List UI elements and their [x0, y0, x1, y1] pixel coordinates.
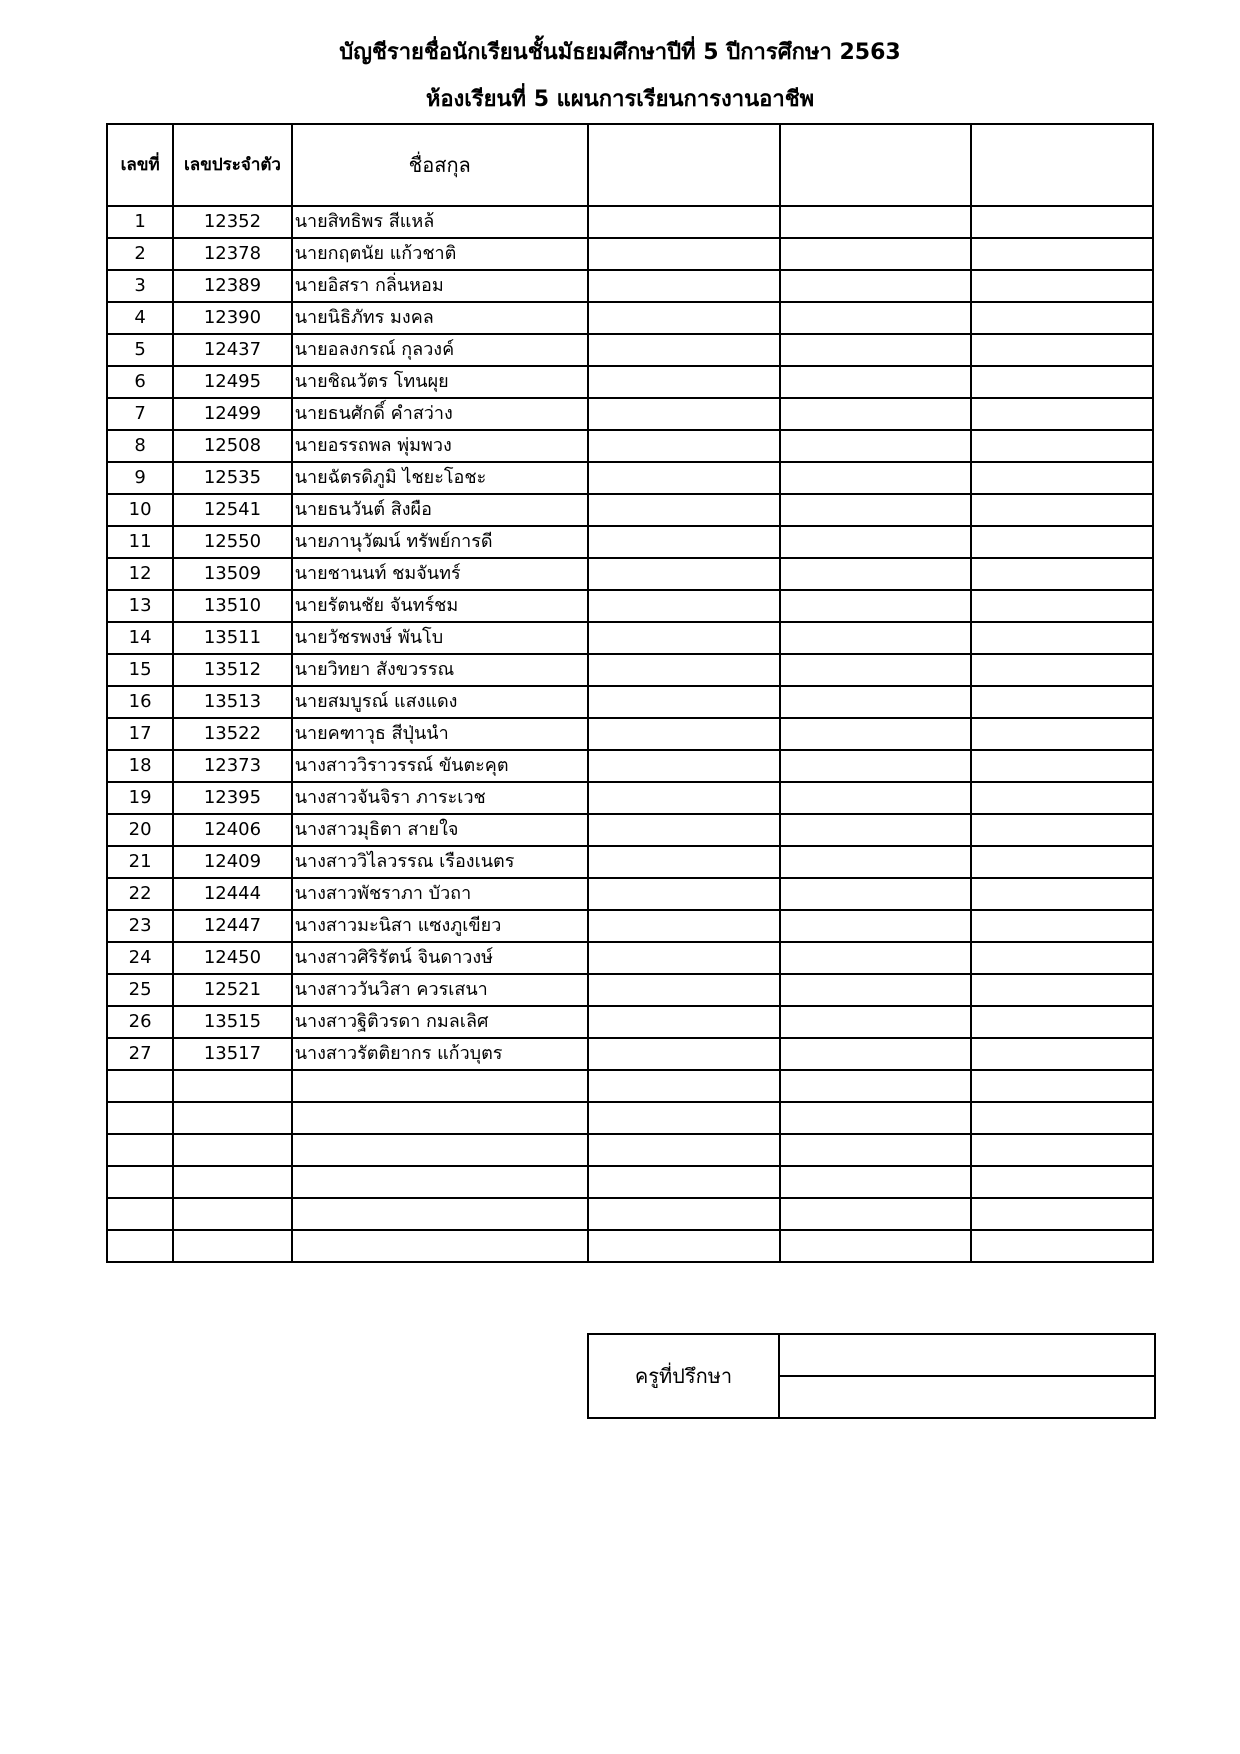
- student-id: 12535: [173, 462, 291, 494]
- student-id: 13510: [173, 590, 291, 622]
- student-id: [173, 1166, 291, 1198]
- student-id: 13512: [173, 654, 291, 686]
- advisor-label: ครูที่ปรึกษา: [588, 1334, 779, 1418]
- blank-cell: [588, 622, 780, 654]
- table-header-row: [107, 124, 1153, 206]
- student-name: นายอิสรา กลิ่นหอม: [292, 270, 588, 302]
- blank-cell: [588, 1102, 780, 1134]
- student-number: [107, 1102, 173, 1134]
- blank-cell: [588, 206, 780, 238]
- table-row: [107, 846, 1153, 878]
- student-number: 15: [107, 654, 173, 686]
- student-name: นายรัตนชัย จันทร์ชม: [292, 590, 588, 622]
- blank-cell: [780, 1070, 972, 1102]
- student-name: นายชานนท์ ชมจันทร์: [292, 558, 588, 590]
- header-number: เลขที่: [107, 124, 173, 206]
- blank-cell: [588, 814, 780, 846]
- table-row: [107, 366, 1153, 398]
- student-name: [292, 1102, 588, 1134]
- blank-cell: [588, 398, 780, 430]
- blank-cell: [780, 238, 972, 270]
- student-number: 2: [107, 238, 173, 270]
- student-number: [107, 1198, 173, 1230]
- blank-cell: [588, 526, 780, 558]
- student-number: 27: [107, 1038, 173, 1070]
- student-name: นายกฤตนัย แก้วชาติ: [292, 238, 588, 270]
- student-name: นายอลงกรณ์ กุลวงค์: [292, 334, 588, 366]
- student-name: นายฉัตรดิภูมิ ไชยะโอชะ: [292, 462, 588, 494]
- student-name: นายสมบูรณ์ แสงแดง: [292, 686, 588, 718]
- student-number: [107, 1230, 173, 1262]
- blank-cell: [780, 270, 972, 302]
- table-row: [107, 334, 1153, 366]
- student-number: 13: [107, 590, 173, 622]
- table-row: [107, 1102, 1153, 1134]
- table-row: [107, 910, 1153, 942]
- blank-cell: [780, 1038, 972, 1070]
- table-row: [107, 238, 1153, 270]
- student-number: 12: [107, 558, 173, 590]
- student-number: [107, 1166, 173, 1198]
- blank-cell: [971, 1070, 1153, 1102]
- student-name: นางสาววิไลวรรณ เรืองเนตร: [292, 846, 588, 878]
- blank-cell: [780, 814, 972, 846]
- student-id: 12447: [173, 910, 291, 942]
- blank-cell: [588, 846, 780, 878]
- table-row: [107, 494, 1153, 526]
- blank-cell: [971, 1134, 1153, 1166]
- student-id: [173, 1230, 291, 1262]
- student-name: นายสิทธิพร สีแหล้: [292, 206, 588, 238]
- blank-cell: [971, 1230, 1153, 1262]
- blank-cell: [780, 558, 972, 590]
- blank-cell: [971, 206, 1153, 238]
- student-id: 12406: [173, 814, 291, 846]
- student-number: 25: [107, 974, 173, 1006]
- student-id: [173, 1134, 291, 1166]
- student-id: 12550: [173, 526, 291, 558]
- blank-cell: [588, 334, 780, 366]
- blank-cell: [780, 974, 972, 1006]
- student-number: 17: [107, 718, 173, 750]
- blank-cell: [588, 878, 780, 910]
- student-id: 13517: [173, 1038, 291, 1070]
- blank-cell: [971, 782, 1153, 814]
- student-name: นางสาวมะนิสา แซงภูเขียว: [292, 910, 588, 942]
- table-row: [107, 590, 1153, 622]
- header-student-id: เลขประจำตัว: [173, 124, 291, 206]
- student-id: 12389: [173, 270, 291, 302]
- table-row: [107, 686, 1153, 718]
- student-number: 26: [107, 1006, 173, 1038]
- page-title: บัญชีรายชื่อนักเรียนชั้นมัธยมศึกษาปีที่ 5 ปีการศึกษา 2563: [339, 40, 901, 65]
- advisor-signature-box: [587, 1333, 1156, 1419]
- blank-cell: [588, 462, 780, 494]
- blank-cell: [780, 910, 972, 942]
- student-name: [292, 1198, 588, 1230]
- student-roster-table: [106, 123, 1154, 1263]
- blank-cell: [588, 558, 780, 590]
- blank-cell: [971, 462, 1153, 494]
- table-row: [107, 654, 1153, 686]
- table-row: [107, 782, 1153, 814]
- table-row: [107, 1198, 1153, 1230]
- blank-cell: [588, 942, 780, 974]
- blank-cell: [971, 686, 1153, 718]
- student-id: 12521: [173, 974, 291, 1006]
- blank-cell: [588, 1006, 780, 1038]
- table-row: [107, 942, 1153, 974]
- blank-cell: [588, 270, 780, 302]
- student-name: นายชิณวัตร โทนผุย: [292, 366, 588, 398]
- student-number: 7: [107, 398, 173, 430]
- table-row: [107, 718, 1153, 750]
- table-row: [107, 206, 1153, 238]
- blank-cell: [780, 430, 972, 462]
- blank-cell: [780, 302, 972, 334]
- blank-cell: [588, 302, 780, 334]
- roster-body: [107, 206, 1153, 1262]
- blank-cell: [588, 782, 780, 814]
- student-name: นางสาววิราวรรณ์ ขันตะคุต: [292, 750, 588, 782]
- student-id: 12390: [173, 302, 291, 334]
- blank-cell: [971, 1102, 1153, 1134]
- blank-cell: [780, 398, 972, 430]
- student-number: 14: [107, 622, 173, 654]
- table-row: [107, 1006, 1153, 1038]
- blank-cell: [780, 1102, 972, 1134]
- blank-cell: [780, 622, 972, 654]
- student-number: 22: [107, 878, 173, 910]
- blank-cell: [780, 782, 972, 814]
- table-row: [107, 1038, 1153, 1070]
- table-row: [107, 750, 1153, 782]
- blank-cell: [588, 1070, 780, 1102]
- table-row: [107, 398, 1153, 430]
- blank-cell: [971, 718, 1153, 750]
- blank-cell: [971, 910, 1153, 942]
- blank-cell: [780, 334, 972, 366]
- student-id: 12444: [173, 878, 291, 910]
- student-name: นายภานุวัฒน์ ทรัพย์การดี: [292, 526, 588, 558]
- blank-cell: [971, 334, 1153, 366]
- blank-cell: [780, 366, 972, 398]
- blank-cell: [971, 942, 1153, 974]
- student-name: [292, 1134, 588, 1166]
- student-id: 13511: [173, 622, 291, 654]
- blank-cell: [780, 462, 972, 494]
- table-row: [107, 878, 1153, 910]
- blank-cell: [588, 718, 780, 750]
- student-number: 6: [107, 366, 173, 398]
- student-name: นายคฑาวุธ สีปุ่นนำ: [292, 718, 588, 750]
- student-name: นางสาวพัชราภา บัวถา: [292, 878, 588, 910]
- blank-cell: [588, 590, 780, 622]
- student-name: นางสาววันวิสา ควรเสนา: [292, 974, 588, 1006]
- blank-cell: [971, 558, 1153, 590]
- table-row: [107, 1230, 1153, 1262]
- student-number: 18: [107, 750, 173, 782]
- student-id: [173, 1102, 291, 1134]
- blank-cell: [971, 1166, 1153, 1198]
- student-number: 16: [107, 686, 173, 718]
- blank-cell: [780, 878, 972, 910]
- student-id: 12378: [173, 238, 291, 270]
- blank-cell: [780, 1006, 972, 1038]
- blank-cell: [971, 654, 1153, 686]
- blank-cell: [588, 1198, 780, 1230]
- student-id: 12437: [173, 334, 291, 366]
- blank-cell: [971, 366, 1153, 398]
- student-number: 4: [107, 302, 173, 334]
- student-id: 12352: [173, 206, 291, 238]
- blank-cell: [588, 654, 780, 686]
- blank-cell: [588, 238, 780, 270]
- blank-cell: [780, 1134, 972, 1166]
- student-number: 19: [107, 782, 173, 814]
- student-name: [292, 1230, 588, 1262]
- student-id: 13509: [173, 558, 291, 590]
- blank-cell: [780, 750, 972, 782]
- header-extra-2: [780, 124, 972, 206]
- blank-cell: [780, 942, 972, 974]
- student-id: 12541: [173, 494, 291, 526]
- blank-cell: [588, 974, 780, 1006]
- header-name: ชื่อสกุล: [292, 124, 588, 206]
- student-name: นางสาวจันจิรา ภาระเวช: [292, 782, 588, 814]
- student-id: 12508: [173, 430, 291, 462]
- table-row: [107, 558, 1153, 590]
- table-row: [107, 526, 1153, 558]
- blank-cell: [971, 302, 1153, 334]
- table-row: [107, 302, 1153, 334]
- blank-cell: [971, 270, 1153, 302]
- blank-cell: [588, 1166, 780, 1198]
- blank-cell: [971, 526, 1153, 558]
- student-name: นายอรรถพล พุ่มพวง: [292, 430, 588, 462]
- blank-cell: [971, 750, 1153, 782]
- student-id: 12450: [173, 942, 291, 974]
- blank-cell: [588, 494, 780, 526]
- table-row: [107, 462, 1153, 494]
- student-name: นางสาวมุธิตา สายใจ: [292, 814, 588, 846]
- student-id: [173, 1070, 291, 1102]
- student-number: 8: [107, 430, 173, 462]
- student-number: 23: [107, 910, 173, 942]
- blank-cell: [780, 686, 972, 718]
- student-number: 3: [107, 270, 173, 302]
- student-name: [292, 1166, 588, 1198]
- table-row: [107, 430, 1153, 462]
- student-id: 12409: [173, 846, 291, 878]
- table-row: [107, 622, 1153, 654]
- student-id: 13522: [173, 718, 291, 750]
- blank-cell: [971, 814, 1153, 846]
- student-number: 5: [107, 334, 173, 366]
- blank-cell: [780, 718, 972, 750]
- student-name: นางสาวรัตติยากร แก้วบุตร: [292, 1038, 588, 1070]
- blank-cell: [971, 494, 1153, 526]
- table-row: [107, 814, 1153, 846]
- blank-cell: [971, 1038, 1153, 1070]
- blank-cell: [780, 1198, 972, 1230]
- student-number: 1: [107, 206, 173, 238]
- blank-cell: [971, 238, 1153, 270]
- blank-cell: [780, 1230, 972, 1262]
- blank-cell: [588, 750, 780, 782]
- header-extra-1: [588, 124, 780, 206]
- student-number: 10: [107, 494, 173, 526]
- blank-cell: [780, 846, 972, 878]
- table-row: [107, 270, 1153, 302]
- blank-cell: [588, 1230, 780, 1262]
- blank-cell: [971, 846, 1153, 878]
- blank-cell: [780, 590, 972, 622]
- student-number: 20: [107, 814, 173, 846]
- blank-cell: [971, 1198, 1153, 1230]
- student-id: 12499: [173, 398, 291, 430]
- student-name: [292, 1070, 588, 1102]
- student-id: 12373: [173, 750, 291, 782]
- blank-cell: [588, 1038, 780, 1070]
- student-number: 21: [107, 846, 173, 878]
- advisor-line-2: [779, 1376, 1155, 1418]
- blank-cell: [588, 366, 780, 398]
- header-extra-3: [971, 124, 1153, 206]
- page-subtitle: ห้องเรียนที่ 5 แผนการเรียนการงานอาชีพ: [425, 87, 815, 112]
- student-name: นายวัชรพงษ์ พันโบ: [292, 622, 588, 654]
- blank-cell: [780, 1166, 972, 1198]
- student-name: นางสาวฐิติวรดา กมลเลิศ: [292, 1006, 588, 1038]
- student-name: นายวิทยา สังขวรรณ: [292, 654, 588, 686]
- blank-cell: [780, 494, 972, 526]
- table-row: [107, 1070, 1153, 1102]
- blank-cell: [588, 1134, 780, 1166]
- student-number: [107, 1070, 173, 1102]
- blank-cell: [780, 206, 972, 238]
- blank-cell: [971, 1006, 1153, 1038]
- student-name: นางสาวศิริรัตน์ จินดาวงษ์: [292, 942, 588, 974]
- blank-cell: [971, 878, 1153, 910]
- blank-cell: [780, 654, 972, 686]
- student-id: [173, 1198, 291, 1230]
- table-row: [107, 1166, 1153, 1198]
- table-row: [107, 1134, 1153, 1166]
- advisor-line-1: [779, 1334, 1155, 1376]
- student-name: นายนิธิภัทร มงคล: [292, 302, 588, 334]
- blank-cell: [971, 974, 1153, 1006]
- table-row: [107, 974, 1153, 1006]
- blank-cell: [588, 910, 780, 942]
- blank-cell: [971, 590, 1153, 622]
- student-name: นายธนวันต์ สิงผือ: [292, 494, 588, 526]
- blank-cell: [588, 686, 780, 718]
- blank-cell: [971, 398, 1153, 430]
- blank-cell: [780, 526, 972, 558]
- student-id: 13513: [173, 686, 291, 718]
- student-number: 24: [107, 942, 173, 974]
- blank-cell: [971, 622, 1153, 654]
- student-id: 13515: [173, 1006, 291, 1038]
- blank-cell: [971, 430, 1153, 462]
- student-number: 11: [107, 526, 173, 558]
- student-id: 12495: [173, 366, 291, 398]
- blank-cell: [588, 430, 780, 462]
- student-number: 9: [107, 462, 173, 494]
- student-number: [107, 1134, 173, 1166]
- student-name: นายธนศักดิ์ คำสว่าง: [292, 398, 588, 430]
- student-id: 12395: [173, 782, 291, 814]
